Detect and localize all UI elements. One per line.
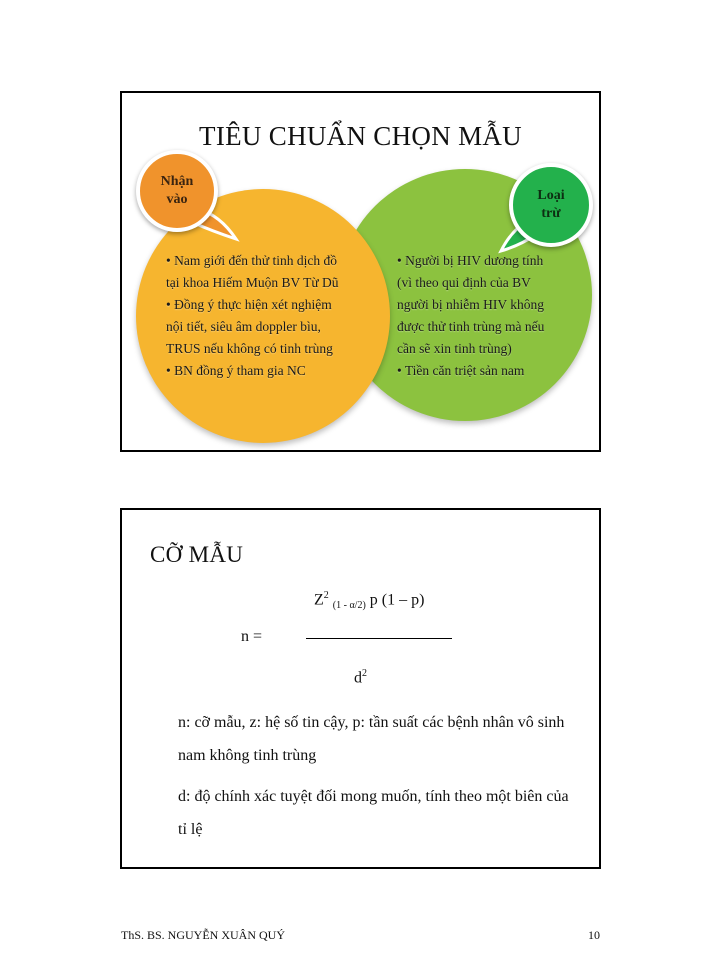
list-item: người bị nhiễm HIV không (397, 297, 544, 312)
formula-numerator (314, 590, 425, 612)
list-item: • Đồng ý thực hiện xét nghiệm (166, 297, 332, 312)
exclude-badge (509, 163, 593, 247)
list-item: (vì theo qui định của BV (397, 275, 531, 290)
list-item: TRUS nếu không có tinh trùng (166, 341, 333, 356)
formula-z-exponent: 2 (323, 590, 329, 601)
list-item: • BN đồng ý tham gia NC (166, 363, 306, 378)
variable-definitions: n: cỡ mẫu, z: hệ số tin cậy, p: tần suất các bệnh nhân vô sinh nam không tinh trùng (178, 714, 565, 764)
formula-d-exponent: 2 (362, 668, 367, 679)
list-item: cần sẽ xin tinh trùng) (397, 341, 512, 356)
exclude-badge-line2: trừ (541, 206, 561, 221)
list-item: tại khoa Hiếm Muộn BV Từ Dũ (166, 275, 339, 290)
exclusion-criteria-list (397, 250, 577, 382)
include-badge-line1: Nhận (160, 174, 194, 189)
list-item: nội tiết, siêu âm doppler bìu, (166, 319, 321, 334)
footer-author: ThS. BS. NGUYỄN XUÂN QUÝ (121, 928, 286, 942)
list-item: • Nam giới đến thử tinh dịch đồ (166, 253, 338, 268)
list-item: • Tiền căn triệt sản nam (397, 363, 525, 378)
slide-sample-size (120, 508, 601, 869)
slide-title: CỠ MẪU (150, 542, 244, 567)
list-item: được thử tinh trùng mà nếu (397, 319, 545, 334)
fraction-bar (306, 638, 452, 639)
include-badge (136, 150, 218, 232)
formula-z: Z (314, 591, 324, 609)
formula-lhs: n = (241, 628, 263, 645)
exclude-badge-line1: Loại (537, 188, 565, 203)
list-item: • Người bị HIV dương tính (397, 253, 544, 268)
formula-denominator (354, 668, 367, 687)
formula-z-subscript: (1 - α/2) (332, 600, 366, 612)
slide-selection-criteria (120, 91, 601, 452)
include-badge-line2: vào (166, 192, 188, 207)
precision-definition: d: độ chính xác tuyệt đối mong muốn, tính theo một biên của tỉ lệ (178, 788, 569, 838)
formula-d: d (354, 669, 362, 687)
formula-numerator-rest: p (1 – p) (365, 591, 425, 609)
page-number: 10 (588, 928, 600, 942)
slide-title: TIÊU CHUẨN CHỌN MẪU (199, 121, 522, 151)
inclusion-criteria-list (166, 250, 376, 382)
